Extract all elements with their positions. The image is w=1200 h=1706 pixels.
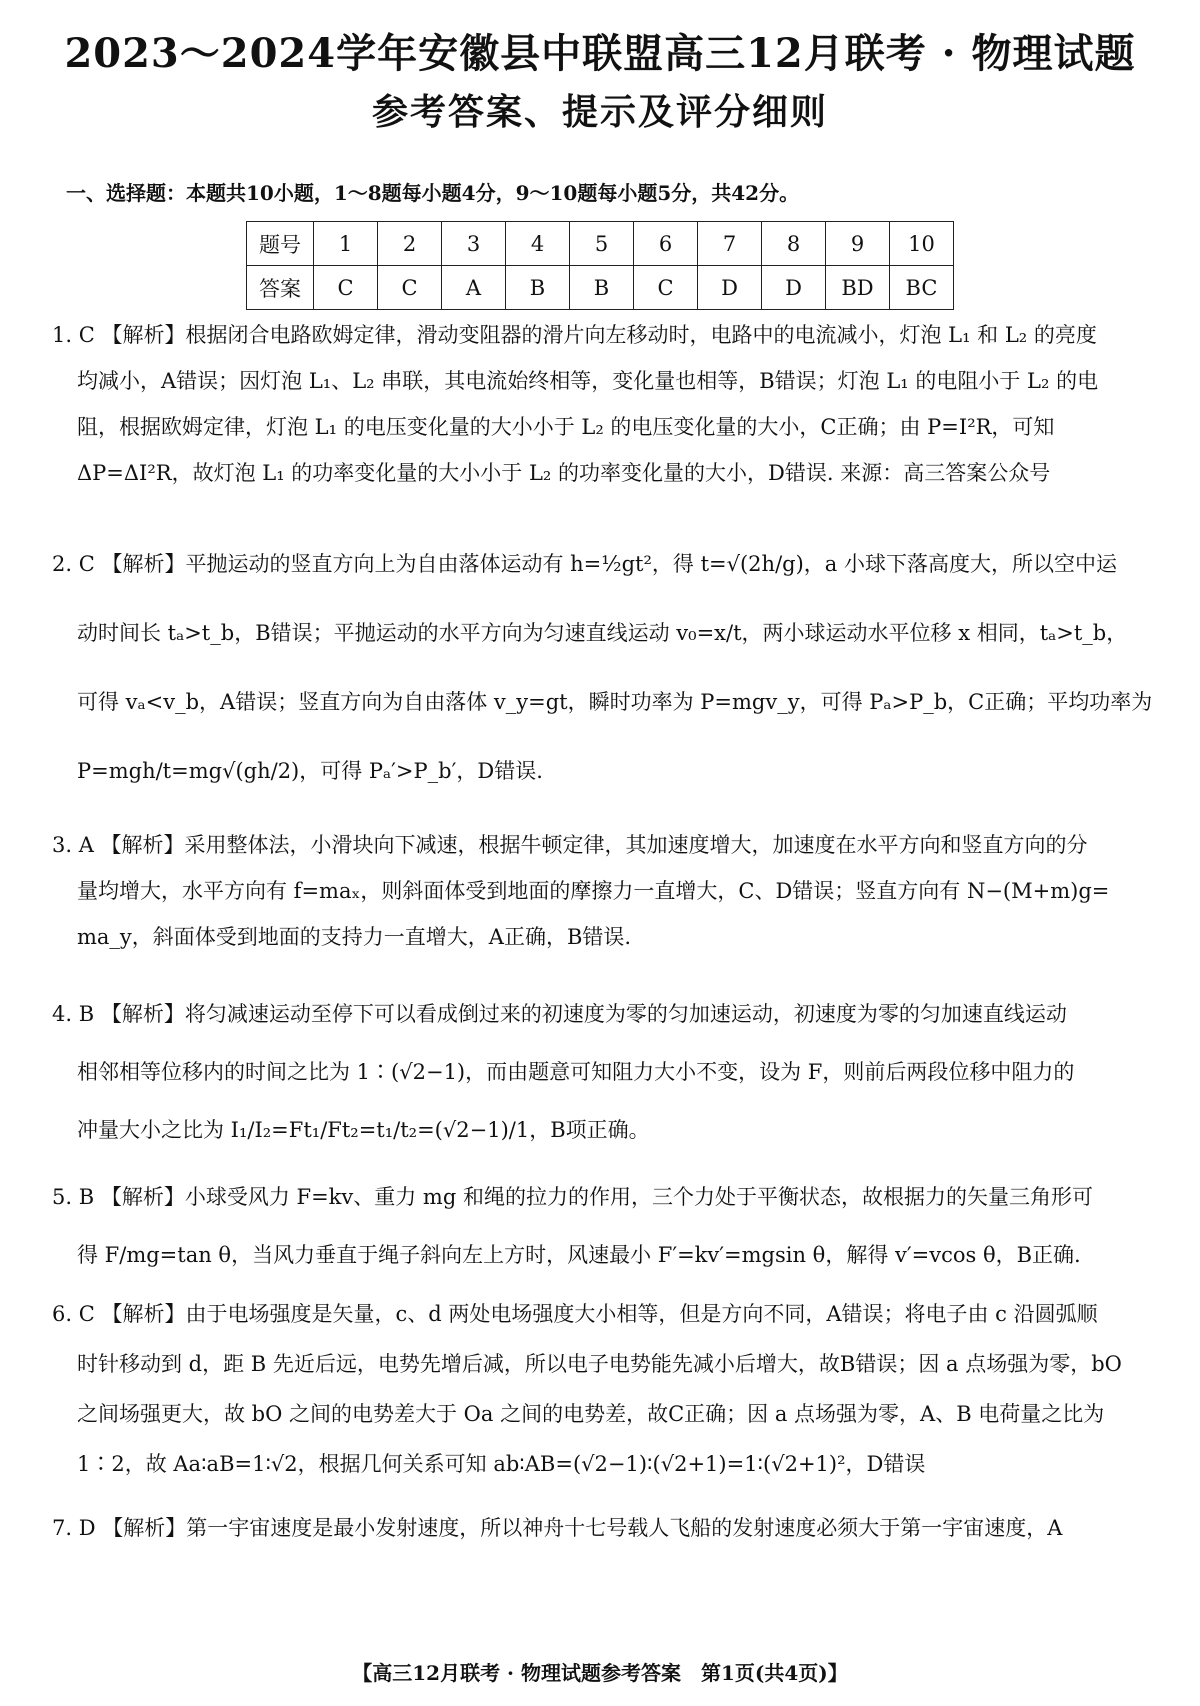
answer-explanation-3 [52, 822, 1152, 960]
question-number: 6 [634, 222, 698, 266]
question-number: 1 [314, 222, 378, 266]
answer-cell: D [762, 266, 826, 310]
answer-cell: D [698, 266, 762, 310]
answer-cell: BD [826, 266, 890, 310]
section-heading: 一、选择题：本题共10小题，1～8题每小题4分，9～10题每小题5分，共42分。 [66, 181, 800, 205]
explanation-line: 4. B 【解析】将匀减速运动至停下可以看成倒过来的初速度为零的匀加速运动，初速度为零的匀加速直线运动 [52, 1002, 1067, 1026]
explanation-line: 7. D 【解析】第一宇宙速度是最小发射速度，所以神舟十七号载人飞船的发射速度必须大于第一宇宙速度，A [52, 1516, 1063, 1540]
answer-explanation-1 [52, 312, 1152, 496]
question-number: 5 [570, 222, 634, 266]
question-number: 3 [442, 222, 506, 266]
row-label-answer: 答案 [247, 266, 314, 310]
answer-cell: BC [890, 266, 954, 310]
answer-table-answer-row [247, 266, 954, 310]
explanation-line: 相邻相等位移内的时间之比为 1∶(√2−1)，而由题意可知阻力大小不变，设为 F，则前后两段位移中阻力的 [77, 1060, 1075, 1084]
explanation-line: 1∶2，故 Aa∶aB=1∶√2，根据几何关系可知 ab∶AB=(√2−1)∶(√2+1)=1∶(√2+1)²，D错误 [77, 1452, 926, 1476]
document-title: 2023～2024学年安徽县中联盟高三12月联考 · 物理试题 [64, 30, 1136, 77]
explanation-line: 之间场强更大，故 bO 之间的电势差大于 Oa 之间的电势差，故C正确；因 a 点场强为零，A、B 电荷量之比为 [77, 1402, 1105, 1426]
document-subtitle: 参考答案、提示及评分细则 [371, 91, 828, 133]
explanation-line: 量均增大，水平方向有 f=maₓ，则斜面体受到地面的摩擦力一直增大，C、D错误；竖直方向有 N−(M+m)g= [77, 879, 1110, 903]
answer-explanation-6 [52, 1289, 1152, 1489]
explanation-line: 冲量大小之比为 I₁/I₂=Ft₁/Ft₂=t₁/t₂=(√2−1)/1，B项正确。 [77, 1118, 650, 1142]
explanation-line: ΔP=ΔI²R，故灯泡 L₁ 的功率变化量的大小小于 L₂ 的功率变化量的大小，D错误. 来源：高三答案公众号 [77, 461, 1051, 485]
explanation-line: 可得 vₐ<v_b，A错误；竖直方向为自由落体 v_y=gt，瞬时功率为 P=mgv_y，可得 Pₐ>P_b，C正确；平均功率为 [77, 690, 1152, 714]
explanation-line: 均减小，A错误；因灯泡 L₁、L₂ 串联，其电流始终相等，变化量也相等，B错误；灯泡 L₁ 的电阻小于 L₂ 的电 [77, 369, 1099, 393]
question-number: 8 [762, 222, 826, 266]
question-number: 4 [506, 222, 570, 266]
explanation-line: 动时间长 tₐ>t_b，B错误；平抛运动的水平方向为匀速直线运动 v₀=x/t，两小球运动水平位移 x 相同，tₐ>t_b， [77, 621, 1128, 645]
question-number: 9 [826, 222, 890, 266]
answer-cell: C [314, 266, 378, 310]
explanation-line: 5. B 【解析】小球受风力 F=kv、重力 mg 和绳的拉力的作用，三个力处于平衡状态，故根据力的矢量三角形可 [52, 1185, 1093, 1209]
answer-cell: A [442, 266, 506, 310]
question-number: 10 [890, 222, 954, 266]
answer-cell: C [378, 266, 442, 310]
explanation-line: ma_y，斜面体受到地面的支持力一直增大，A正确，B错误. [77, 925, 632, 949]
explanation-line: 阻，根据欧姆定律，灯泡 L₁ 的电压变化量的大小小于 L₂ 的电压变化量的大小，C正确；由 P=I²R，可知 [77, 415, 1055, 439]
answer-table-number-row [247, 222, 954, 266]
answer-explanation-7 [52, 1505, 1152, 1551]
explanation-line: 6. C 【解析】由于电场强度是矢量，c、d 两处电场强度大小相等，但是方向不同，A错误；将电子由 c 沿圆弧顺 [52, 1302, 1098, 1326]
row-label-number: 题号 [247, 222, 314, 266]
question-number: 2 [378, 222, 442, 266]
explanation-line: 1. C 【解析】根据闭合电路欧姆定律，滑动变阻器的滑片向左移动时，电路中的电流减小，灯泡 L₁ 和 L₂ 的亮度 [52, 323, 1097, 347]
answer-table [246, 221, 954, 310]
answer-cell: C [634, 266, 698, 310]
answer-cell: B [506, 266, 570, 310]
answer-explanation-5 [52, 1168, 1152, 1284]
answer-explanation-2 [52, 530, 1152, 806]
explanation-line: P=mgh/t=mg√(gh/2)，可得 Pₐ′>P_b′，D错误. [77, 759, 543, 783]
answer-cell: B [570, 266, 634, 310]
explanation-line: 3. A 【解析】采用整体法，小滑块向下减速，根据牛顿定律，其加速度增大，加速度在水平方向和竖直方向的分 [52, 833, 1088, 857]
answer-explanation-4 [52, 985, 1152, 1159]
question-number: 7 [698, 222, 762, 266]
explanation-line: 时针移动到 d，距 B 先近后远，电势先增后减，所以电子电势能先减小后增大，故B错误；因 a 点场强为零，bO [77, 1352, 1122, 1376]
page-footer: 【高三12月联考 · 物理试题参考答案 第1页(共4页)】 [352, 1661, 848, 1685]
explanation-line: 得 F/mg=tan θ，当风力垂直于绳子斜向左上方时，风速最小 F′=kv′=mgsin θ，解得 v′=vcos θ，B正确. [77, 1243, 1081, 1267]
explanation-line: 2. C 【解析】平抛运动的竖直方向上为自由落体运动有 h=½gt²，得 t=√(2h/g)，a 小球下落高度大，所以空中运 [52, 552, 1117, 576]
